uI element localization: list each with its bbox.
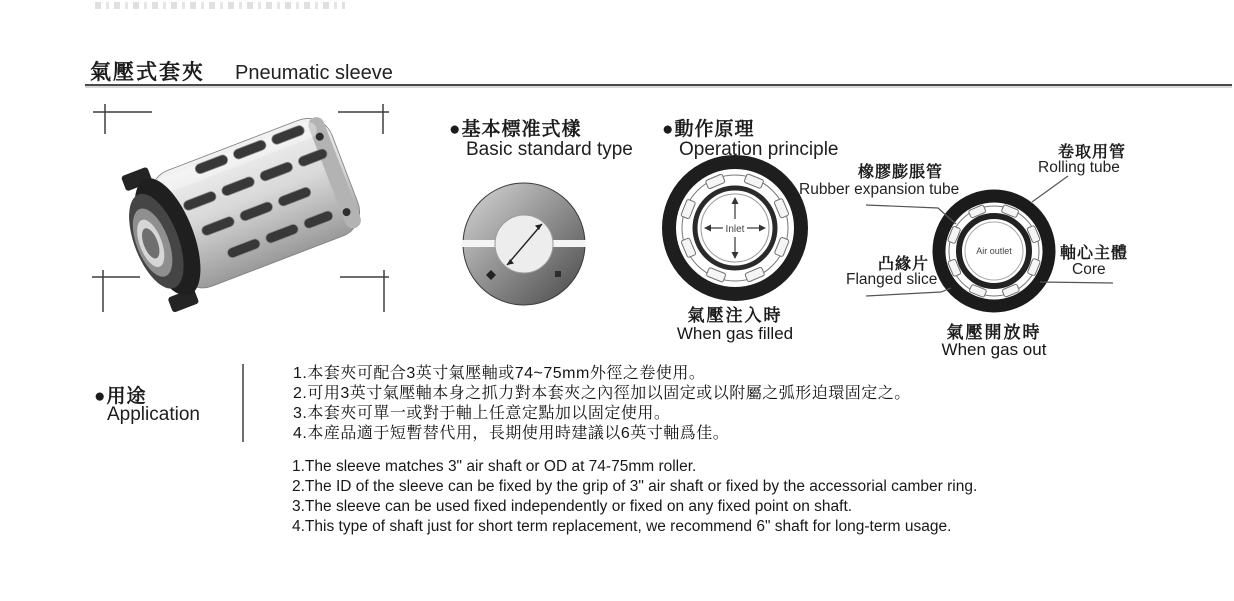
- gas-filled-diagram: [660, 153, 810, 303]
- air-outlet-label: Air outlet: [976, 246, 1012, 256]
- gas-out-caption-zh: 氣壓開放時: [946, 323, 1042, 342]
- list-item: 2.可用3英寸氣壓軸本身之抓力對本套夾之內徑加以固定或以附屬之弧形迫環固定之。: [293, 385, 911, 402]
- callout-rubber-en: Rubber expansion tube: [799, 181, 960, 198]
- callout-rolling-zh: 卷取用管: [1058, 144, 1127, 161]
- application-heading-en: Application: [107, 404, 200, 425]
- application-heading-zh: ●用途: [94, 386, 147, 407]
- product-photo: [90, 100, 390, 315]
- callout-flanged-zh: 凸緣片: [878, 256, 930, 273]
- page-title-en: Pneumatic sleeve: [235, 62, 393, 84]
- application-list-en: [292, 457, 977, 537]
- gas-filled-caption-en: When gas filled: [676, 324, 794, 343]
- gas-out-caption-en: When gas out: [941, 340, 1047, 359]
- title-rule: [85, 84, 1232, 88]
- callout-rolling-en: Rolling tube: [1038, 159, 1120, 176]
- sleeve-cylinder: [110, 101, 371, 315]
- gas-filled-caption-zh: 氣壓注入時: [687, 306, 783, 325]
- scan-artifact: [95, 2, 345, 9]
- application-divider: [242, 364, 244, 442]
- callout-rubber-zh: 橡膠膨脹管: [858, 164, 944, 181]
- square-mark: [555, 271, 561, 277]
- cross-section-diagram: [459, 179, 589, 309]
- list-item: 3.The sleeve can be used fixed independently or fixed on any fixed point on shaft.: [292, 498, 853, 515]
- list-item: 4.This type of shaft just for short term replacement, we recommend 6" shaft for long-term usage.: [292, 518, 952, 535]
- basic-heading-en: Basic standard type: [466, 139, 633, 160]
- callout-core-en: Core: [1072, 261, 1106, 278]
- page-title: [90, 56, 393, 86]
- basic-heading-zh: ●基本標准式樣: [449, 119, 582, 140]
- application-list-zh: [293, 364, 911, 444]
- inlet-label: Inlet: [725, 224, 745, 235]
- list-item: 2.The ID of the sleeve can be fixed by the grip of 3" air shaft or fixed by the accessorial camber ring.: [292, 478, 978, 495]
- operation-heading-en: Operation principle: [679, 139, 839, 160]
- list-item: 4.本産品適于短暫替代用，長期使用時建議以6英寸軸爲佳。: [293, 425, 730, 442]
- page-title-zh: 氣壓式套夾: [90, 61, 205, 84]
- list-item: 1.The sleeve matches 3" air shaft or OD at 74-75mm roller.: [292, 458, 697, 475]
- list-item: 3.本套夾可單一或對于軸上任意定點加以固定使用。: [293, 405, 671, 422]
- gas-out-diagram: [929, 186, 1059, 316]
- callout-flanged-en: Flanged slice: [846, 271, 938, 288]
- list-item: 1.本套夾可配合3英寸氣壓軸或74~75mm外徑之卷使用。: [293, 365, 706, 382]
- callout-core-zh: 軸心主體: [1060, 245, 1129, 262]
- operation-heading-zh: ●動作原理: [662, 119, 755, 140]
